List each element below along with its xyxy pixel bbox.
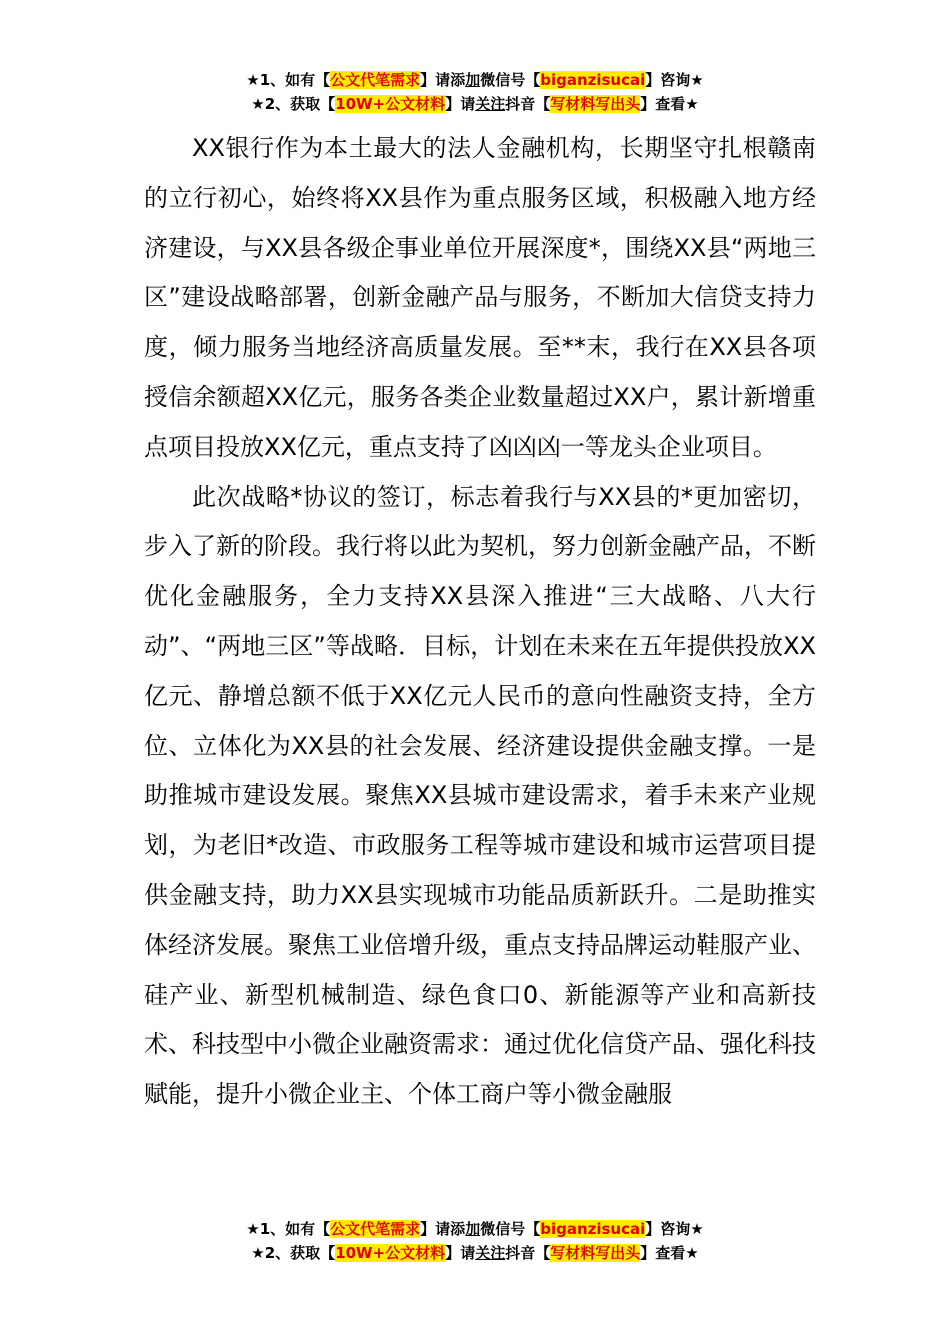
banner-highlight: biganzisucai (540, 71, 646, 89)
banner-text: 】请 (445, 95, 476, 113)
banner-text: 微信号【 (480, 71, 541, 89)
banner-text: 抖音【 (505, 1244, 551, 1262)
banner-line-2 (0, 92, 950, 116)
banner-underline: 加 (465, 71, 481, 89)
banner-line-1 (0, 68, 950, 92)
banner-text: 】请添 (420, 71, 466, 89)
banner-text: 】咨询★ (645, 1220, 704, 1238)
banner-highlight: biganzisucai (540, 1220, 646, 1238)
banner-text: 】请 (445, 1244, 476, 1262)
banner-highlight: 10W+公文材料 (335, 1244, 446, 1262)
banner-text: ★2、获取【 (251, 95, 336, 113)
banner-text: ★1、如有【 (246, 1220, 331, 1238)
banner-text: 】咨询★ (645, 71, 704, 89)
banner-highlight: 公文代笔需求 (330, 71, 421, 89)
banner-highlight: 公文代笔需求 (330, 1220, 421, 1238)
paragraph-1: XX银行作为本土最大的法人金融机构，长期坚守扎根赣南的立行初心，始终将XX县作为重点服务区域，积极融入地方经济建设，与XX县各级企事业单位开展深度*，围绕XX县“两地三区”建设战略部署，创新金融产品与服务，不断加大信贷支持力度，倾力服务当地经济高质量发展。至**末，我行在XX县各项授信余额超XX亿元，服务各类企业数量超过XX户，累计新增重点项目投放XX亿元，重点支持了凶凶凶一等龙头企业项目。 (144, 134, 816, 461)
banner-text: 微信号【 (480, 1220, 541, 1238)
banner-text: 】请添 (420, 1220, 466, 1238)
banner-underline: 加 (465, 1220, 481, 1238)
banner-underline: 关注 (475, 95, 506, 113)
paragraph-2: 此次战略*协议的签订，标志着我行与XX县的*更加密切，步入了新的阶段。我行将以此为契机，努力创新金融产品，不断优化金融服务，全力支持XX县深入推进“三大战略、八大行动”、“两地三区”等战略．目标，计划在未来在五年提供投放XX亿元、静增总额不低于XX亿元人民币的意向性融资支持，全方位、立体化为XX县的社会发展、经济建设提供金融支撑。一是助推城市建设发展。聚焦XX县城市建设需求，着手未来产业规划，为老旧*改造、市政服务工程等城市建设和城市运营项目提供金融支持，助力XX县实现城市功能品质新跃升。二是助推实体经济发展。聚焦工业倍增升级，重点支持品牌运动鞋服产业、硅产业、新型机械制造、绿色食口0、新能源等产业和高新技术、科技型中小微企业融资需求：通过优化信贷产品、强化科技赋能，提升小微企业主、个体工商户等小微金融服 (144, 482, 816, 1109)
banner-highlight: 写材料写出头 (550, 1244, 641, 1262)
banner-text: ★1、如有【 (246, 71, 331, 89)
banner-highlight: 10W+公文材料 (335, 95, 446, 113)
banner-line-1 (0, 1217, 950, 1241)
banner-text: ★2、获取【 (251, 1244, 336, 1262)
banner-line-2 (0, 1241, 950, 1265)
footer-banner (0, 1217, 950, 1265)
banner-underline: 关注 (475, 1244, 506, 1262)
header-banner (0, 68, 950, 116)
document-body (144, 124, 816, 1120)
banner-text: 抖音【 (505, 95, 551, 113)
banner-highlight: 写材料写出头 (550, 95, 641, 113)
banner-text: 】查看★ (640, 95, 699, 113)
banner-text: 】查看★ (640, 1244, 699, 1262)
